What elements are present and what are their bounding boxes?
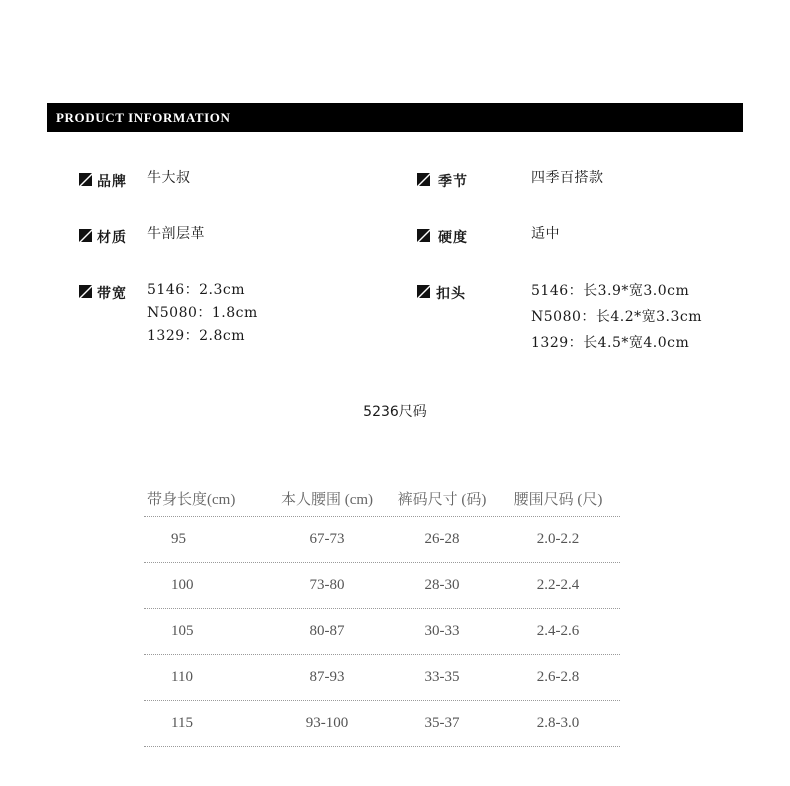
diagonal-square-icon — [417, 229, 430, 242]
attr-buckle-label: 扣头 — [436, 286, 466, 302]
table-cell: 2.4-2.6 — [536, 623, 580, 639]
attr-buckle-value: 5146：长3.9*宽3.0cm N5080：长4.2*宽3.3cm 1329：长4.5*宽4.0cm — [531, 283, 703, 351]
table-row — [144, 655, 620, 701]
table-cell: 95 — [171, 531, 186, 547]
attr-belt-width — [79, 283, 258, 348]
attr-hardness-value: 适中 — [531, 226, 560, 242]
size-table-title: 5236尺码 — [363, 404, 427, 420]
table-cell: 100 — [171, 577, 194, 593]
attr-season-value: 四季百搭款 — [531, 170, 604, 186]
diagonal-square-icon — [417, 285, 430, 298]
attr-brand-value: 牛大叔 — [147, 170, 191, 186]
table-row — [144, 563, 620, 609]
table-cell: 33-35 — [424, 669, 460, 685]
attr-material — [79, 227, 205, 247]
column-header: 本人腰围 (cm) — [280, 491, 374, 508]
diagonal-square-icon — [79, 285, 92, 298]
table-cell: 80-87 — [309, 623, 345, 639]
table-cell: 67-73 — [309, 531, 345, 547]
size-table — [144, 480, 620, 747]
table-cell: 73-80 — [309, 577, 345, 593]
product-information-header — [47, 103, 743, 132]
table-cell: 2.8-3.0 — [536, 715, 580, 731]
diagonal-square-icon — [79, 229, 92, 242]
table-cell: 2.0-2.2 — [536, 531, 580, 547]
column-header: 带身长度(cm) — [147, 491, 236, 508]
table-row — [144, 517, 620, 563]
table-cell: 105 — [171, 623, 194, 639]
attr-belt-width-label: 带宽 — [97, 286, 127, 302]
attr-hardness-label: 硬度 — [438, 230, 468, 246]
table-row — [144, 701, 620, 747]
table-cell: 2.6-2.8 — [536, 669, 580, 685]
attr-buckle — [417, 283, 702, 356]
header-title: PRODUCT INFORMATION — [56, 109, 231, 125]
attr-season — [417, 171, 604, 191]
table-cell: 87-93 — [309, 669, 345, 685]
table-cell: 110 — [171, 669, 193, 685]
table-cell: 115 — [171, 715, 193, 731]
attr-brand-label: 品牌 — [97, 174, 127, 190]
attr-brand — [79, 171, 191, 191]
table-cell: 93-100 — [305, 715, 349, 731]
attr-belt-width-value: 5146：2.3cm N5080：1.8cm 1329：2.8cm — [147, 282, 258, 344]
table-cell: 26-28 — [424, 531, 460, 547]
size-table-header-row — [144, 480, 620, 517]
attr-material-label: 材质 — [97, 230, 127, 246]
diagonal-square-icon — [417, 173, 430, 186]
attr-hardness — [417, 227, 560, 247]
table-cell: 30-33 — [424, 623, 460, 639]
table-row — [144, 609, 620, 655]
table-cell: 35-37 — [424, 715, 460, 731]
table-cell: 28-30 — [424, 577, 460, 593]
diagonal-square-icon — [79, 173, 92, 186]
column-header: 裤码尺寸 (码) — [397, 491, 487, 508]
attr-season-label: 季节 — [438, 174, 468, 190]
table-cell: 2.2-2.4 — [536, 577, 580, 593]
column-header: 腰围尺码 (尺) — [513, 491, 603, 508]
attr-material-value: 牛剖层革 — [147, 226, 205, 242]
